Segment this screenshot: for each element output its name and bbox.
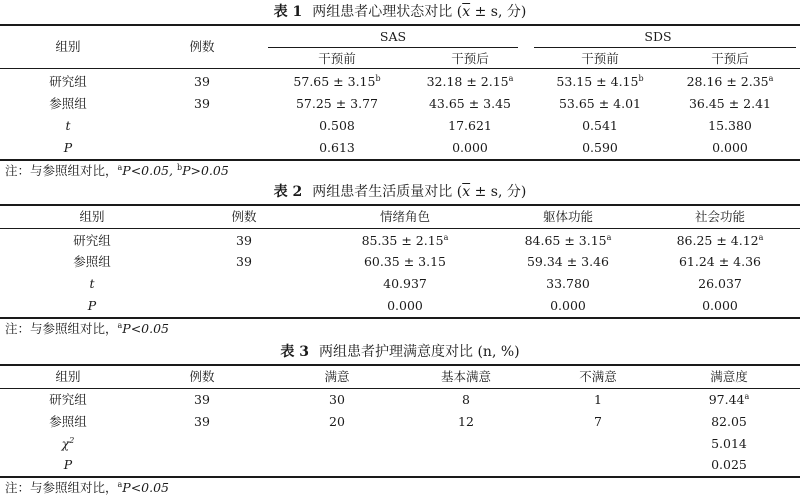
table2-cell: 84.65 ± 3.15$^a$ [524, 233, 612, 248]
table3-cell: 12 [458, 414, 474, 429]
table1-header-sds: SDS [644, 29, 672, 44]
table1-cell: 0.541 [582, 118, 618, 133]
table3-cell: 7 [594, 414, 602, 429]
table2-header: 例数 [231, 209, 257, 224]
table1-row-label: 研究组 [49, 74, 87, 89]
table2-caption-label: 表 2 [273, 184, 303, 200]
table3-top-rule [0, 364, 800, 366]
table3-cell: 97.44$^a$ [708, 392, 750, 407]
table1-row-label: 参照组 [49, 96, 87, 111]
table3-cell: 82.05 [711, 414, 747, 429]
table3-row-label: P [63, 457, 73, 472]
table2-cell: 59.34 ± 3.46 [526, 254, 610, 269]
table3-cell: 0.025 [711, 457, 747, 472]
table2-caption: 表 2 两组患者生活质量对比 ($\overline{x} \pm s$, 分) [273, 184, 527, 200]
table3-row-label: $\chi^2$ [61, 436, 75, 451]
table1-bottom-rule [0, 159, 800, 161]
table3-header: 满意度 [710, 369, 748, 384]
table1-cell: 0.000 [712, 140, 748, 155]
table3-header: 不满意 [579, 369, 617, 384]
table3-caption-label: 表 3 [280, 344, 310, 360]
table1-caption-label: 表 1 [273, 4, 303, 20]
table2-top-rule [0, 204, 800, 206]
table1-row-label: P [63, 140, 73, 155]
table2-header: 组别 [79, 209, 105, 224]
table2-cell: 60.35 ± 3.15 [363, 254, 447, 269]
table2-cell: 0.000 [702, 298, 738, 313]
table1-header-sub: 干预后 [711, 51, 749, 66]
table3-note: 注：与参照组对比，$^a$P<0.05 [5, 480, 170, 495]
table1-cell: 28.16 ± 2.35$^a$ [686, 74, 774, 89]
table1-cell: 53.15 ± 4.15$^b$ [556, 74, 644, 89]
table1-header-sub: 干预前 [318, 51, 356, 66]
table1-row-count: 39 [194, 74, 210, 89]
table1-header-group: 组别 [55, 39, 81, 54]
table1-cell: 53.65 ± 4.01 [558, 96, 642, 111]
table1-cell: 32.18 ± 2.15$^a$ [426, 74, 514, 89]
table3-header-rule [0, 388, 800, 389]
table2-cell: 26.037 [698, 276, 742, 291]
table3-cell: 30 [329, 392, 345, 407]
table2-cell: 0.000 [550, 298, 586, 313]
table2-cell: 33.780 [546, 276, 590, 291]
table1-cell: 17.621 [448, 118, 492, 133]
table1-sds-rule [534, 47, 796, 48]
table1-header-count: 例数 [189, 39, 215, 54]
table3-row-count: 39 [194, 414, 210, 429]
table1-cell: 57.65 ± 3.15$^b$ [293, 74, 381, 89]
table1-sas-rule [268, 47, 518, 48]
table2-row-label: 研究组 [73, 233, 111, 248]
table1-cell: 15.380 [708, 118, 752, 133]
table1-header-sub: 干预前 [581, 51, 619, 66]
table3-header: 例数 [189, 369, 215, 384]
table3-row-count: 39 [194, 392, 210, 407]
table2-row-count: 39 [236, 254, 252, 269]
table3-header: 基本满意 [440, 369, 492, 384]
table2-note: 注：与参照组对比，$^a$P<0.05 [5, 321, 170, 336]
table1-cell: 0.613 [319, 140, 355, 155]
table1-header-sas: SAS [379, 29, 407, 44]
table2-row-label: 参照组 [73, 254, 111, 269]
table1-cell: 36.45 ± 2.41 [688, 96, 772, 111]
table1-header-sub: 干预后 [451, 51, 489, 66]
table2-cell: 85.35 ± 2.15$^a$ [361, 233, 449, 248]
table3-row-label: 研究组 [49, 392, 87, 407]
table1-cell: 0.590 [582, 140, 618, 155]
table3-header: 满意 [324, 369, 350, 384]
table1-caption: 表 1 两组患者心理状态对比 ($\overline{x} \pm s$, 分) [273, 4, 527, 20]
table3-caption: 表 3 两组患者护理满意度对比 (n, %) [280, 344, 520, 360]
table3-cell: 20 [329, 414, 345, 429]
table2-cell: 0.000 [387, 298, 423, 313]
table3-cell: 8 [462, 392, 470, 407]
table2-cell: 86.25 ± 4.12$^a$ [676, 233, 764, 248]
table1-note: 注：与参照组对比，$^a$P<0.05, $^b$P>0.05 [5, 163, 229, 178]
table3-cell: 1 [594, 392, 602, 407]
table2-header-rule [0, 228, 800, 229]
table1-header-rule [0, 68, 800, 69]
table1-cell: 0.508 [319, 118, 355, 133]
table1-cell: 57.25 ± 3.77 [295, 96, 379, 111]
table1-top-rule [0, 24, 800, 26]
table2-cell: 40.937 [383, 276, 427, 291]
table2-cell: 61.24 ± 4.36 [678, 254, 762, 269]
table3-header: 组别 [55, 369, 81, 384]
table2-row-count: 39 [236, 233, 252, 248]
table1-row-count: 39 [194, 96, 210, 111]
table2-header: 躯体功能 [542, 209, 594, 224]
table3-row-label: 参照组 [49, 414, 87, 429]
table3-cell: 5.014 [711, 436, 747, 451]
table2-row-label: t [89, 276, 95, 291]
table2-row-label: P [87, 298, 97, 313]
table1-cell: 43.65 ± 3.45 [428, 96, 512, 111]
table2-header: 社会功能 [694, 209, 746, 224]
table1-row-label: t [65, 118, 71, 133]
table3-bottom-rule [0, 476, 800, 478]
table2-header: 情绪角色 [379, 209, 431, 224]
table2-bottom-rule [0, 317, 800, 319]
table1-cell: 0.000 [452, 140, 488, 155]
